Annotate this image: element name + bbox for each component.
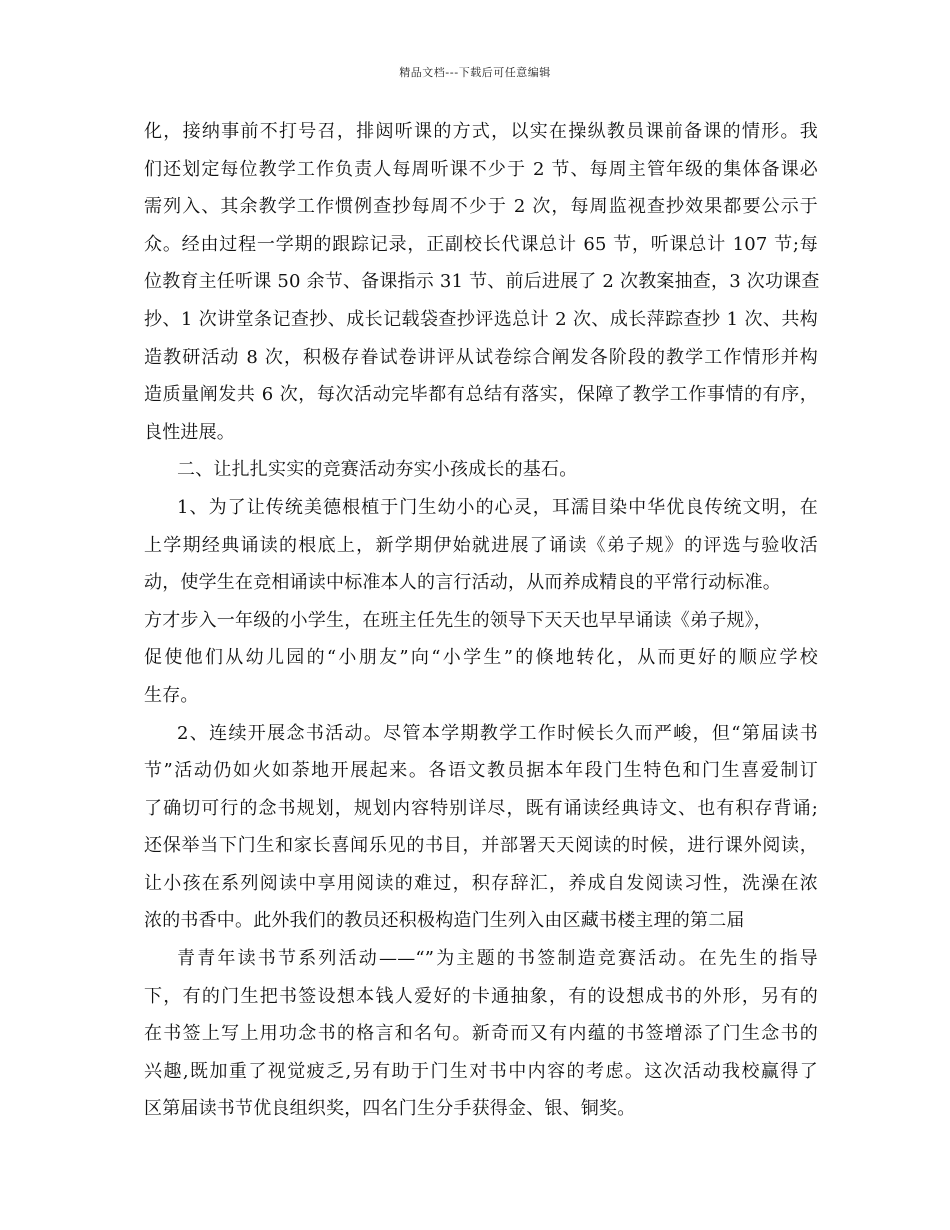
- text-line: 动，使学生在竞相诵读中标准本人的言行活动，从而养成精良的平常行动标准。: [144, 572, 781, 594]
- text-line: 造质量阐发共 6 次，每次活动完毕都有总结有落实，保障了教学工作事情的有序，: [144, 384, 818, 406]
- text-line: 良性进展。: [144, 421, 235, 443]
- text-line: 还保举当下门生和家长喜闻乐见的书目，并部署天天阅读的时候，进行课外阅读，: [144, 835, 818, 857]
- text-line: 方才步入一年级的小学生，在班主任先生的领导下天天也早早诵读《弟子规》，: [144, 609, 772, 631]
- text-line: 下，有的门生把书签设想本钱人爱好的卡通抽象，有的设想成书的外形，另有的: [144, 985, 818, 1007]
- text-line: 造教研活动 8 次，积极存眷试卷讲评从试卷综合阐发各阶段的教学工作情形并构: [144, 346, 818, 368]
- text-line: 了确切可行的念书规划，规划内容特别详尽，既有诵读经典诗文、也有积存背诵;: [144, 797, 818, 819]
- text-line: 生存。: [144, 684, 199, 706]
- text-line: 促使他们从幼儿园的“小朋友”向“小学生”的倏地转化，从而更好的顺应学校: [144, 647, 818, 669]
- text-line: 兴趣,既加重了视觉疲乏,另有助于门生对书中内容的考虑。这次活动我校赢得了: [144, 1060, 818, 1082]
- text-line: 1、为了让传统美德根植于门生幼小的心灵，耳濡目染中华优良传统文明，在: [177, 496, 818, 518]
- text-line: 上学期经典诵读的根底上，新学期伊始就进展了诵读《弟子规》的评选与验收活: [144, 534, 818, 556]
- text-line: 需列入、其余教学工作惯例查抄每周不少于 2 次，每周监视查抄效果都要公示于: [144, 196, 818, 218]
- text-line: 位教育主任听课 50 余节、备课指示 31 节、前后进展了 2 次教案抽查，3 次功课查: [144, 271, 820, 293]
- document-body: [144, 113, 818, 1128]
- text-line: 化，接纳事前不打号召，排闼听课的方式，以实在操纵教员课前备课的情形。我: [144, 121, 818, 142]
- text-line: 让小孩在系列阅读中享用阅读的难过，积存辞汇，养成自发阅读习性，洗澡在浓: [144, 872, 818, 894]
- text-line: 众。经由过程一学期的跟踪记录，正副校长代课总计 65 节，听课总计 107 节;每: [144, 233, 818, 255]
- text-line: 们还划定每位教学工作负责人每周听课不少于 2 节、每周主管年级的集体备课必: [144, 158, 818, 180]
- page-header: 精品文档---下载后可任意编辑: [399, 66, 551, 79]
- text-line: 浓的书香中。此外我们的教员还积极构造门生列入由区藏书楼主理的第二届: [144, 910, 745, 932]
- text-line: 节”活动仍如火如荼地开展起来。各语文教员据本年段门生特色和门生喜爱制订: [144, 760, 818, 782]
- text-line: 区第届读书节优良组织奖，四名门生分手获得金、银、铜奖。: [144, 1098, 636, 1120]
- text-line: 青青年读书节系列活动——“”为主题的书签制造竞赛活动。在先生的指导: [177, 948, 818, 970]
- text-line: 抄、1 次讲堂条记查抄、成长记载袋查抄评选总计 2 次、成长萍踪查抄 1 次、共构: [144, 308, 818, 330]
- section-heading: 二、让扎扎实实的竞赛活动夯实小孩成长的基石。: [177, 459, 578, 481]
- text-line: 2、连续开展念书活动。尽管本学期教学工作时候长久而严峻，但“第届读书: [177, 722, 818, 744]
- text-line: 在书签上写上用功念书的格言和名句。新奇而又有内蕴的书签增添了门生念书的: [144, 1023, 818, 1045]
